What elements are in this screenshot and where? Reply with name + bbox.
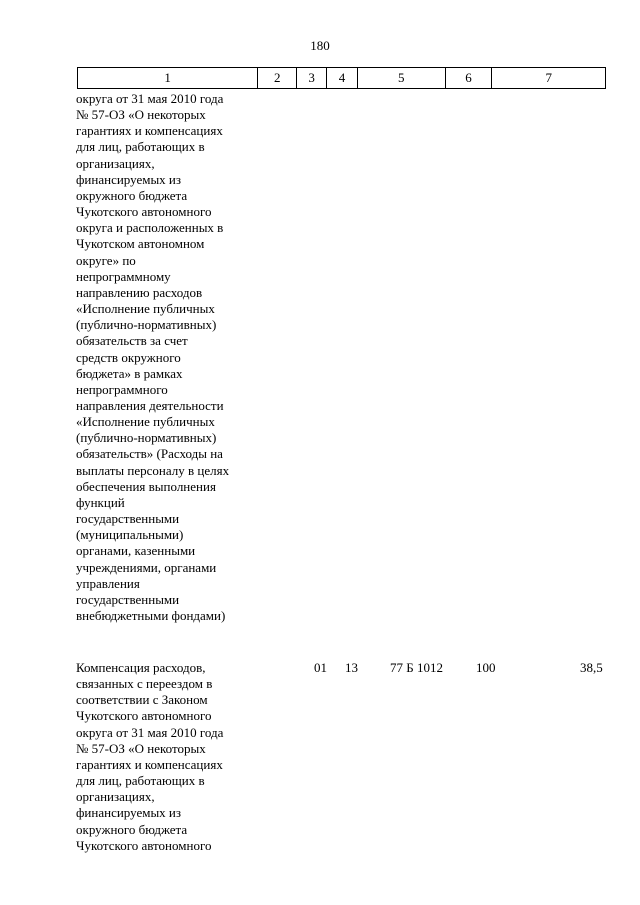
row-podrazdel: 13 (345, 660, 358, 675)
page-number: 180 (310, 38, 330, 53)
header-cell-4: 4 (327, 68, 358, 88)
row-description-compensation: Компенсация расходов, связанных с переездом в соответствии с Законом Чукотского автономного округа от 31 мая 2010 года № 57-ОЗ «О некоторых гарантиях и компенсациях для лиц, работающих в организациях, финансируемых из окружного бюджета Чукотского автономного (76, 660, 224, 853)
header-cell-5: 5 (358, 68, 446, 88)
header-cell-3: 3 (297, 68, 327, 88)
header-cell-2: 2 (258, 68, 297, 88)
header-cell-6: 6 (446, 68, 493, 88)
row-sum: 38,5 (580, 660, 603, 675)
row-expense-type: 100 (476, 660, 496, 675)
table-header-row (77, 67, 606, 89)
header-cell-7: 7 (545, 70, 552, 85)
row-razdel: 01 (314, 660, 327, 675)
row-target-article: 77 Б 1012 (390, 660, 443, 675)
header-cell-1: 1 (78, 68, 258, 88)
row-description-continued: округа от 31 мая 2010 года № 57-ОЗ «О некоторых гарантиях и компенсациях для лиц, работающих в организациях, финансируемых из окружного бюджета Чукотского автономного округа и расположенных в Чукотском автономном округе» по непрограммному направлению расходов «Исполнение публичных (публично-нормативных) обязательств за счет средств окружного бюджета» в рамках непрограммного направления деятельности «Исполнение публичных (публично-нормативных) обязательств» (Расходы на выплаты персоналу в целях обеспечения выполнения функций государственными (муниципальными) органами, казенными учреждениями, органами управления государственными внебюджетными фондами) (76, 91, 230, 623)
